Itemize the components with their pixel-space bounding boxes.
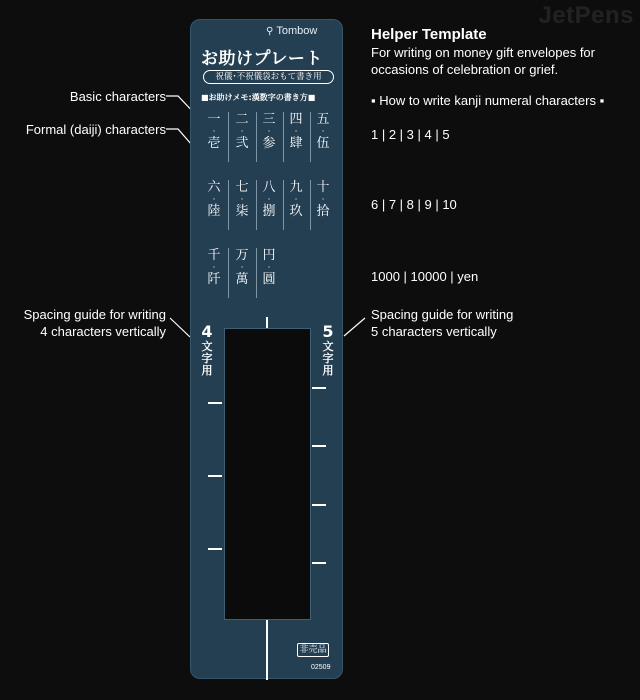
- annotation-spacing-five-line1: Spacing guide for writing: [371, 307, 514, 322]
- five-char-tick: [312, 387, 326, 389]
- kanji-cell: 一 · 壱: [207, 112, 221, 151]
- kanji-cell: 千 · 阡: [207, 248, 221, 287]
- center-guide-top: [266, 317, 268, 328]
- annotation-spacing-four-line1: Spacing guide for writing: [23, 307, 166, 322]
- column-divider: [228, 248, 229, 298]
- column-divider: [228, 112, 229, 162]
- kanji-cell: 万 · 萬: [235, 248, 249, 287]
- center-guide-bottom: [266, 620, 268, 680]
- annotation-row2: 6 | 7 | 8 | 9 | 10: [371, 197, 457, 212]
- annotation-spacing-four-line2: 4 characters vertically: [40, 324, 166, 339]
- column-divider: [310, 180, 311, 230]
- column-divider: [256, 248, 257, 298]
- five-leader: [344, 318, 365, 336]
- kanji-cell: 円 · 圓: [262, 248, 276, 287]
- kanji-cell: 五 · 伍: [316, 112, 330, 151]
- annotation-formal: Formal (daiji) characters: [25, 122, 166, 137]
- annotation-spacing-five-line2: 5 characters vertically: [371, 324, 497, 339]
- kanji-cell: 七 · 柒: [235, 180, 249, 219]
- column-divider: [256, 180, 257, 230]
- annotation-heading: Helper Template: [371, 26, 487, 43]
- five-char-tick: [312, 562, 326, 564]
- watermark: JetPens: [538, 2, 634, 29]
- annotation-basic: Basic characters: [69, 89, 166, 104]
- five-char-tick: [312, 445, 326, 447]
- column-divider: [283, 180, 284, 230]
- dragonfly-icon: ⚲: [266, 26, 274, 37]
- five-char-tick: [312, 504, 326, 506]
- four-char-tick: [208, 475, 222, 477]
- column-divider: [310, 112, 311, 162]
- annotation-spacing-four: [8, 306, 166, 340]
- five-character-label: 5 文字用: [322, 322, 334, 377]
- kanji-cell: 二 · 弐: [235, 112, 249, 151]
- four-char-tick: [208, 402, 222, 404]
- kanji-cell: 六 · 陸: [207, 180, 221, 219]
- annotation-row1: 1 | 2 | 3 | 4 | 5: [371, 127, 450, 142]
- column-divider: [283, 112, 284, 162]
- column-divider: [256, 112, 257, 162]
- product-code: 02509: [311, 664, 331, 671]
- plate-memo: ■お助けメモ:漢数字の書き方■: [201, 93, 316, 102]
- kanji-cell: 八 · 捌: [262, 180, 276, 219]
- annotation-spacing-five: [371, 306, 513, 340]
- plate-subtitle: 祝儀･不祝儀袋おもて書き用: [203, 70, 334, 84]
- kanji-cell: 四 · 肆: [289, 112, 303, 151]
- kanji-cell: 九 · 玖: [289, 180, 303, 219]
- brand-name: Tombow: [276, 25, 318, 37]
- four-char-tick: [208, 548, 222, 550]
- annotation-kanji-note: ▪ How to write kanji numeral characters ▪: [371, 93, 605, 108]
- helper-plate: [190, 19, 343, 679]
- not-for-sale-badge: 非売品: [297, 643, 329, 657]
- four-leader: [170, 318, 190, 337]
- kanji-cell: 三 · 参: [262, 112, 276, 151]
- kanji-cell: 十 · 拾: [316, 180, 330, 219]
- writing-window: [224, 328, 311, 620]
- column-divider: [228, 180, 229, 230]
- plate-title: お助けプレート: [201, 49, 323, 69]
- four-character-label: 4 文字用: [201, 322, 213, 377]
- annotation-description: For writing on money gift envelopes for occasions of celebration or grief.: [371, 45, 595, 77]
- annotation-row3: 1000 | 10000 | yen: [371, 269, 479, 284]
- brand-logo: [266, 25, 317, 37]
